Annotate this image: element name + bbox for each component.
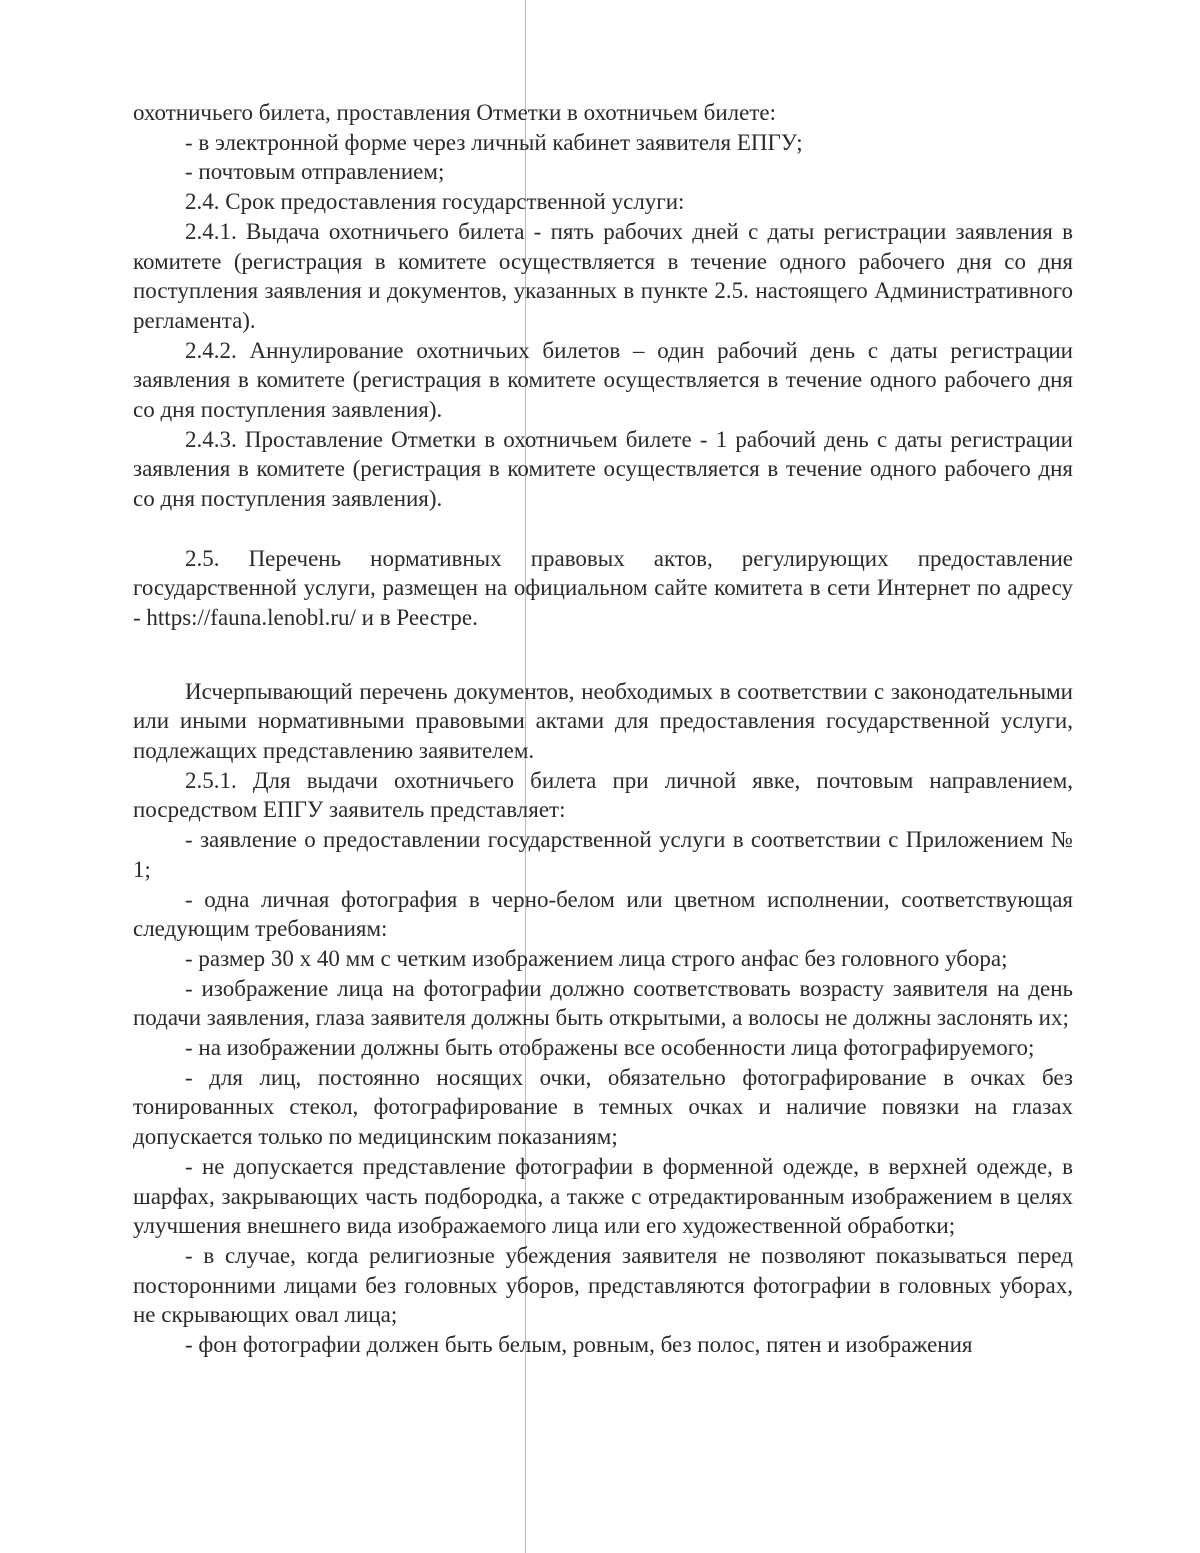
photo-requirement-religious: - в случае, когда религиозные убеждения заявителя не позволяют показываться перед посторонними лицами без головных уборов, представляются фотографии в головных уборах, не скрывающих овал лица;: [133, 1243, 1073, 1328]
documents-list-intro: Исчерпывающий перечень документов, необходимых в соответствии с законодательными или иными нормативными правовыми актами для предоставления государственной услуги, подлежащих представлению заявителем.: [133, 678, 1073, 764]
paragraph-hunting-ticket-mark: охотничьего билета, проставления Отметки в охотничьем билете:: [133, 100, 777, 125]
section-2-4-1: 2.4.1. Выдача охотничьего билета - пять рабочих дней с даты регистрации заявления в комитете (регистрация в комитете осуществляется в течение одного рабочего дня со дня поступления заявления и документов, указанных в пункте 2.5. настоящего Административного регламента).: [133, 218, 1073, 333]
photo-requirement-age: - изображение лица на фотографии должно соответствовать возрасту заявителя на день подачи заявления, глаза заявителя должны быть открытыми, а волосы не должны заслонять их;: [133, 975, 1073, 1031]
section-2-4-2: 2.4.2. Аннулирование охотничьих билетов – один рабочий день с даты регистрации заявления в комитете (регистрация в комитете осуществляется в течение одного рабочего дня со дня поступления заявления).: [133, 337, 1073, 423]
list-item-electronic-form: - в электронной форме через личный кабинет заявителя ЕПГУ;: [185, 129, 803, 155]
photo-requirement-size: - размер 30 х 40 мм с четким изображением лица строго анфас без головного убора;: [185, 945, 1008, 971]
spacer: [133, 633, 1073, 677]
section-2-5: 2.5. Перечень нормативных правовых актов, регулирующих предоставление государственной услуги, размещен на официальном сайте комитета в сети Интернет по адресу - https://fauna.lenobl.ru/ и в Реестре.: [133, 545, 1073, 630]
section-2-4-3: 2.4.3. Проставление Отметки в охотничьем билете - 1 рабочий день с даты регистрации заявления в комитете (регистрация в комитете осуществляется в течение одного рабочего дня со дня поступления заявления).: [133, 426, 1073, 512]
list-item-postal: - почтовым отправлением;: [185, 159, 445, 185]
photo-requirement-features: - на изображении должны быть отображены все особенности лица фотографируемого;: [185, 1035, 1035, 1061]
list-item-photo: - одна личная фотография в черно-белом или цветном исполнении, соответствующая следующим требованиям:: [133, 886, 1073, 942]
list-item-application: - заявление о предоставлении государственной услуги в соответствии с Приложением № 1;: [133, 827, 1073, 882]
section-2-5-1: 2.5.1. Для выдачи охотничьего билета при личной явке, почтовым направлением, посредством ЕПГУ заявитель представляет:: [133, 767, 1073, 823]
document-body: [133, 98, 1073, 1360]
spacer: [133, 514, 1073, 544]
section-2-4-heading: 2.4. Срок предоставления государственной услуги:: [185, 189, 685, 215]
photo-requirement-background: - фон фотографии должен быть белым, ровным, без полос, пятен и изображения: [185, 1332, 973, 1358]
photo-requirement-clothing: - не допускается представление фотографии в форменной одежде, в верхней одежде, в шарфах, закрывающих часть подбородка, а также с отредактированным изображением в целях улучшения внешнего вида изображаемого лица или его художественной обработки;: [133, 1153, 1073, 1239]
photo-requirement-glasses: - для лиц, постоянно носящих очки, обязательно фотографирование в очках без тонированных стекол, фотографирование в темных очках и наличие повязки на глазах допускается только по медицинским показаниям;: [133, 1064, 1073, 1150]
